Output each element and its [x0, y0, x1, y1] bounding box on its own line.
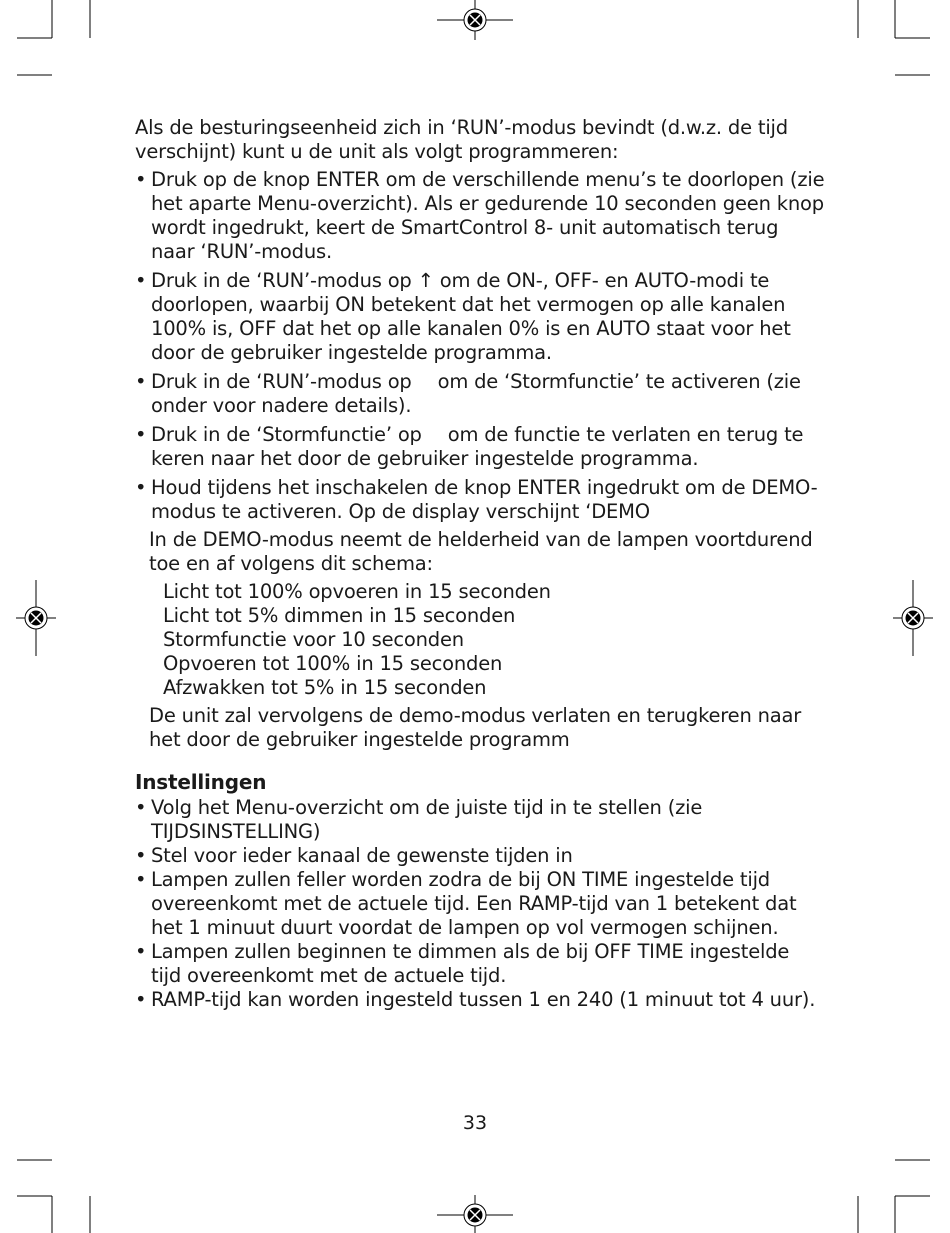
- demo-intro: In de DEMO-modus neemt de helderheid van de lampen voortdurend toe en af volgens dit schema:: [149, 528, 813, 575]
- registration-mark-left: [16, 580, 56, 656]
- instructions-list: [135, 168, 825, 524]
- list-item: • Druk in de ‘RUN’-modus op ↑ om de ON-, OFF- en AUTO-modi te doorlopen, waarbij ON betekent dat het vermogen op alle kanalen 100% is, OFF dat het op alle kanalen 0% is en AUTO staat voor het door de gebruiker ingestelde programma.: [135, 269, 825, 365]
- settings-list: [135, 796, 825, 1012]
- demo-step: Licht tot 5% dimmen in 15 seconden: [163, 604, 516, 627]
- page-body: [135, 116, 825, 1012]
- list-item: • RAMP-tijd kan worden ingesteld tussen 1 en 240 (1 minuut tot 4 uur).: [135, 988, 825, 1012]
- list-item: • Lampen zullen beginnen te dimmen als de bij OFF TIME ingestelde tijd overeenkomt met de actuele tijd.: [135, 940, 825, 988]
- intro-paragraph: Als de besturingseenheid zich in ‘RUN’-modus bevindt (d.w.z. de tijd verschijnt) kunt u de unit als volgt programmeren:: [135, 116, 788, 163]
- page-number: 33: [462, 1112, 488, 1134]
- list-item: • Houd tijdens het inschakelen de knop ENTER ingedrukt om de DEMO-modus te activeren. Op de display verschijnt ‘DEMO: [135, 476, 825, 524]
- registration-mark-top: [437, 0, 513, 40]
- list-item: • Volg het Menu-overzicht om de juiste tijd in te stellen (zie TIJDSINSTELLING): [135, 796, 825, 844]
- demo-steps: [163, 580, 825, 700]
- list-item: • Druk in de ‘Stormfunctie’ op om de functie te verlaten en terug te keren naar het door de gebruiker ingestelde programma.: [135, 423, 825, 471]
- registration-mark-right: [893, 580, 933, 656]
- demo-step: Licht tot 100% opvoeren in 15 seconden: [163, 580, 551, 603]
- demo-step: Afzwakken tot 5% in 15 seconden: [163, 676, 487, 699]
- list-item: • Druk op de knop ENTER om de verschillende menu’s te doorlopen (zie het aparte Menu-overzicht). Als er gedurende 10 seconden geen knop wordt ingedrukt, keert de SmartControl 8- unit automatisch terug naar ‘RUN’-modus.: [135, 168, 825, 264]
- registration-mark-bottom: [437, 1195, 513, 1233]
- list-item: • Stel voor ieder kanaal de gewenste tijden in: [135, 844, 825, 868]
- section-title: Instellingen: [135, 770, 267, 794]
- list-item: • Lampen zullen feller worden zodra de bij ON TIME ingestelde tijd overeenkomt met de actuele tijd. Een RAMP-tijd van 1 betekent dat het 1 minuut duurt voordat de lampen op vol vermogen schijnen.: [135, 868, 825, 940]
- demo-step: Stormfunctie voor 10 seconden: [163, 628, 464, 651]
- demo-step: Opvoeren tot 100% in 15 seconden: [163, 652, 503, 675]
- list-item: • Druk in de ‘RUN’-modus op om de ‘Stormfunctie’ te activeren (zie onder voor nadere details).: [135, 370, 825, 418]
- demo-outro: De unit zal vervolgens de demo-modus verlaten en terugkeren naar het door de gebruiker ingestelde programm: [149, 704, 802, 751]
